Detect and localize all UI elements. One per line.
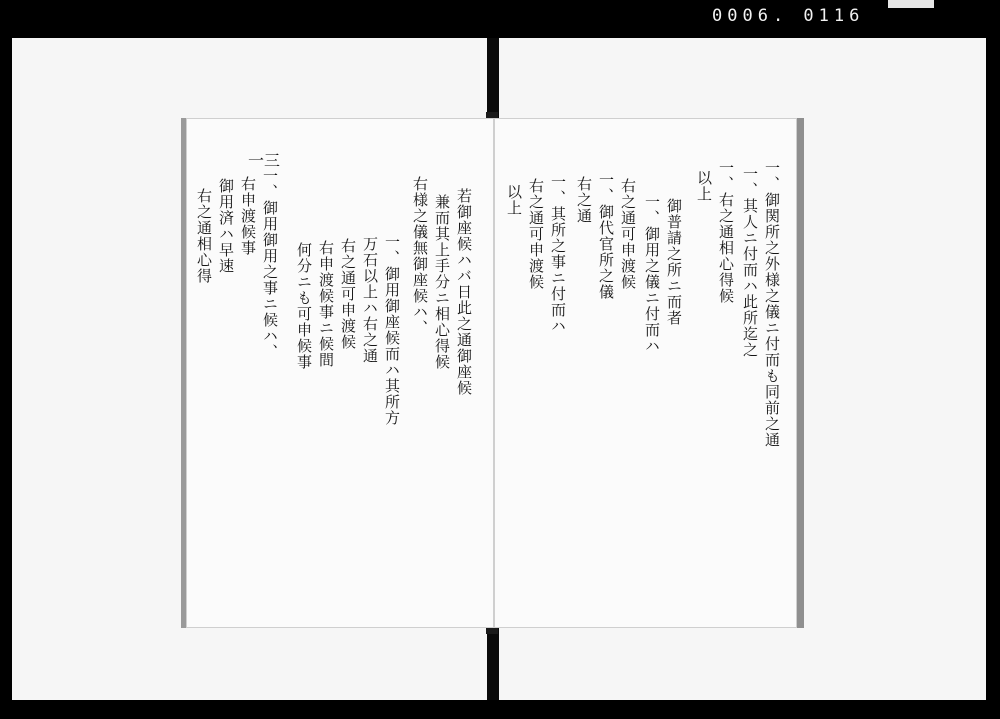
text-column: 以上 <box>695 170 713 202</box>
film-edge-mark <box>888 0 934 8</box>
text-column: 一、御関所之外様之儀ニ付而も同前之通 <box>763 160 781 448</box>
text-column: 御用済ハ早速 <box>217 178 235 274</box>
text-column: 兼而其上手分ニ相心得候 <box>433 194 451 370</box>
text-column: 一、其所之事ニ付而ハ <box>549 174 567 334</box>
text-column: 万石以上ハ右之通 <box>361 236 379 364</box>
text-column: 右之通可申渡候 <box>619 178 637 290</box>
film-frame-number: 0006. 0116 <box>712 6 865 26</box>
text-column: 一、御代官所之儀 <box>597 172 615 300</box>
text-column: 右之通可申渡候 <box>339 238 357 350</box>
text-column: 以上 <box>505 184 523 216</box>
text-column: 右之通 <box>575 176 593 224</box>
text-column: 右之通可申渡候 <box>527 178 545 290</box>
text-column: 一、御用之儀ニ付而ハ <box>643 194 661 354</box>
open-book <box>181 112 808 634</box>
text-column: 一、其人ニ付而ハ此所迄之 <box>741 166 759 358</box>
text-column: 右申渡候事 <box>239 176 257 256</box>
text-column: 一、御用御座候而ハ其所方 <box>383 234 401 426</box>
text-column: 若御座候ハバ日此之通御座候 <box>455 188 473 396</box>
text-column: 一、御用御用之事ニ候ハ、 <box>261 168 279 360</box>
right-page <box>494 118 804 628</box>
text-column: 御普請之所ニ而者 <box>665 198 683 326</box>
text-column: 右様之儀無御座候ハ、 <box>411 176 429 336</box>
page-number: 一三 <box>248 151 281 170</box>
text-column: 何分ニも可申候事 <box>295 242 313 370</box>
left-page <box>181 118 494 628</box>
text-column: 右申渡候事ニ候間 <box>317 240 335 368</box>
text-column: 一、右之通相心得候 <box>717 160 735 304</box>
text-column: 右之通相心得 <box>195 188 213 284</box>
